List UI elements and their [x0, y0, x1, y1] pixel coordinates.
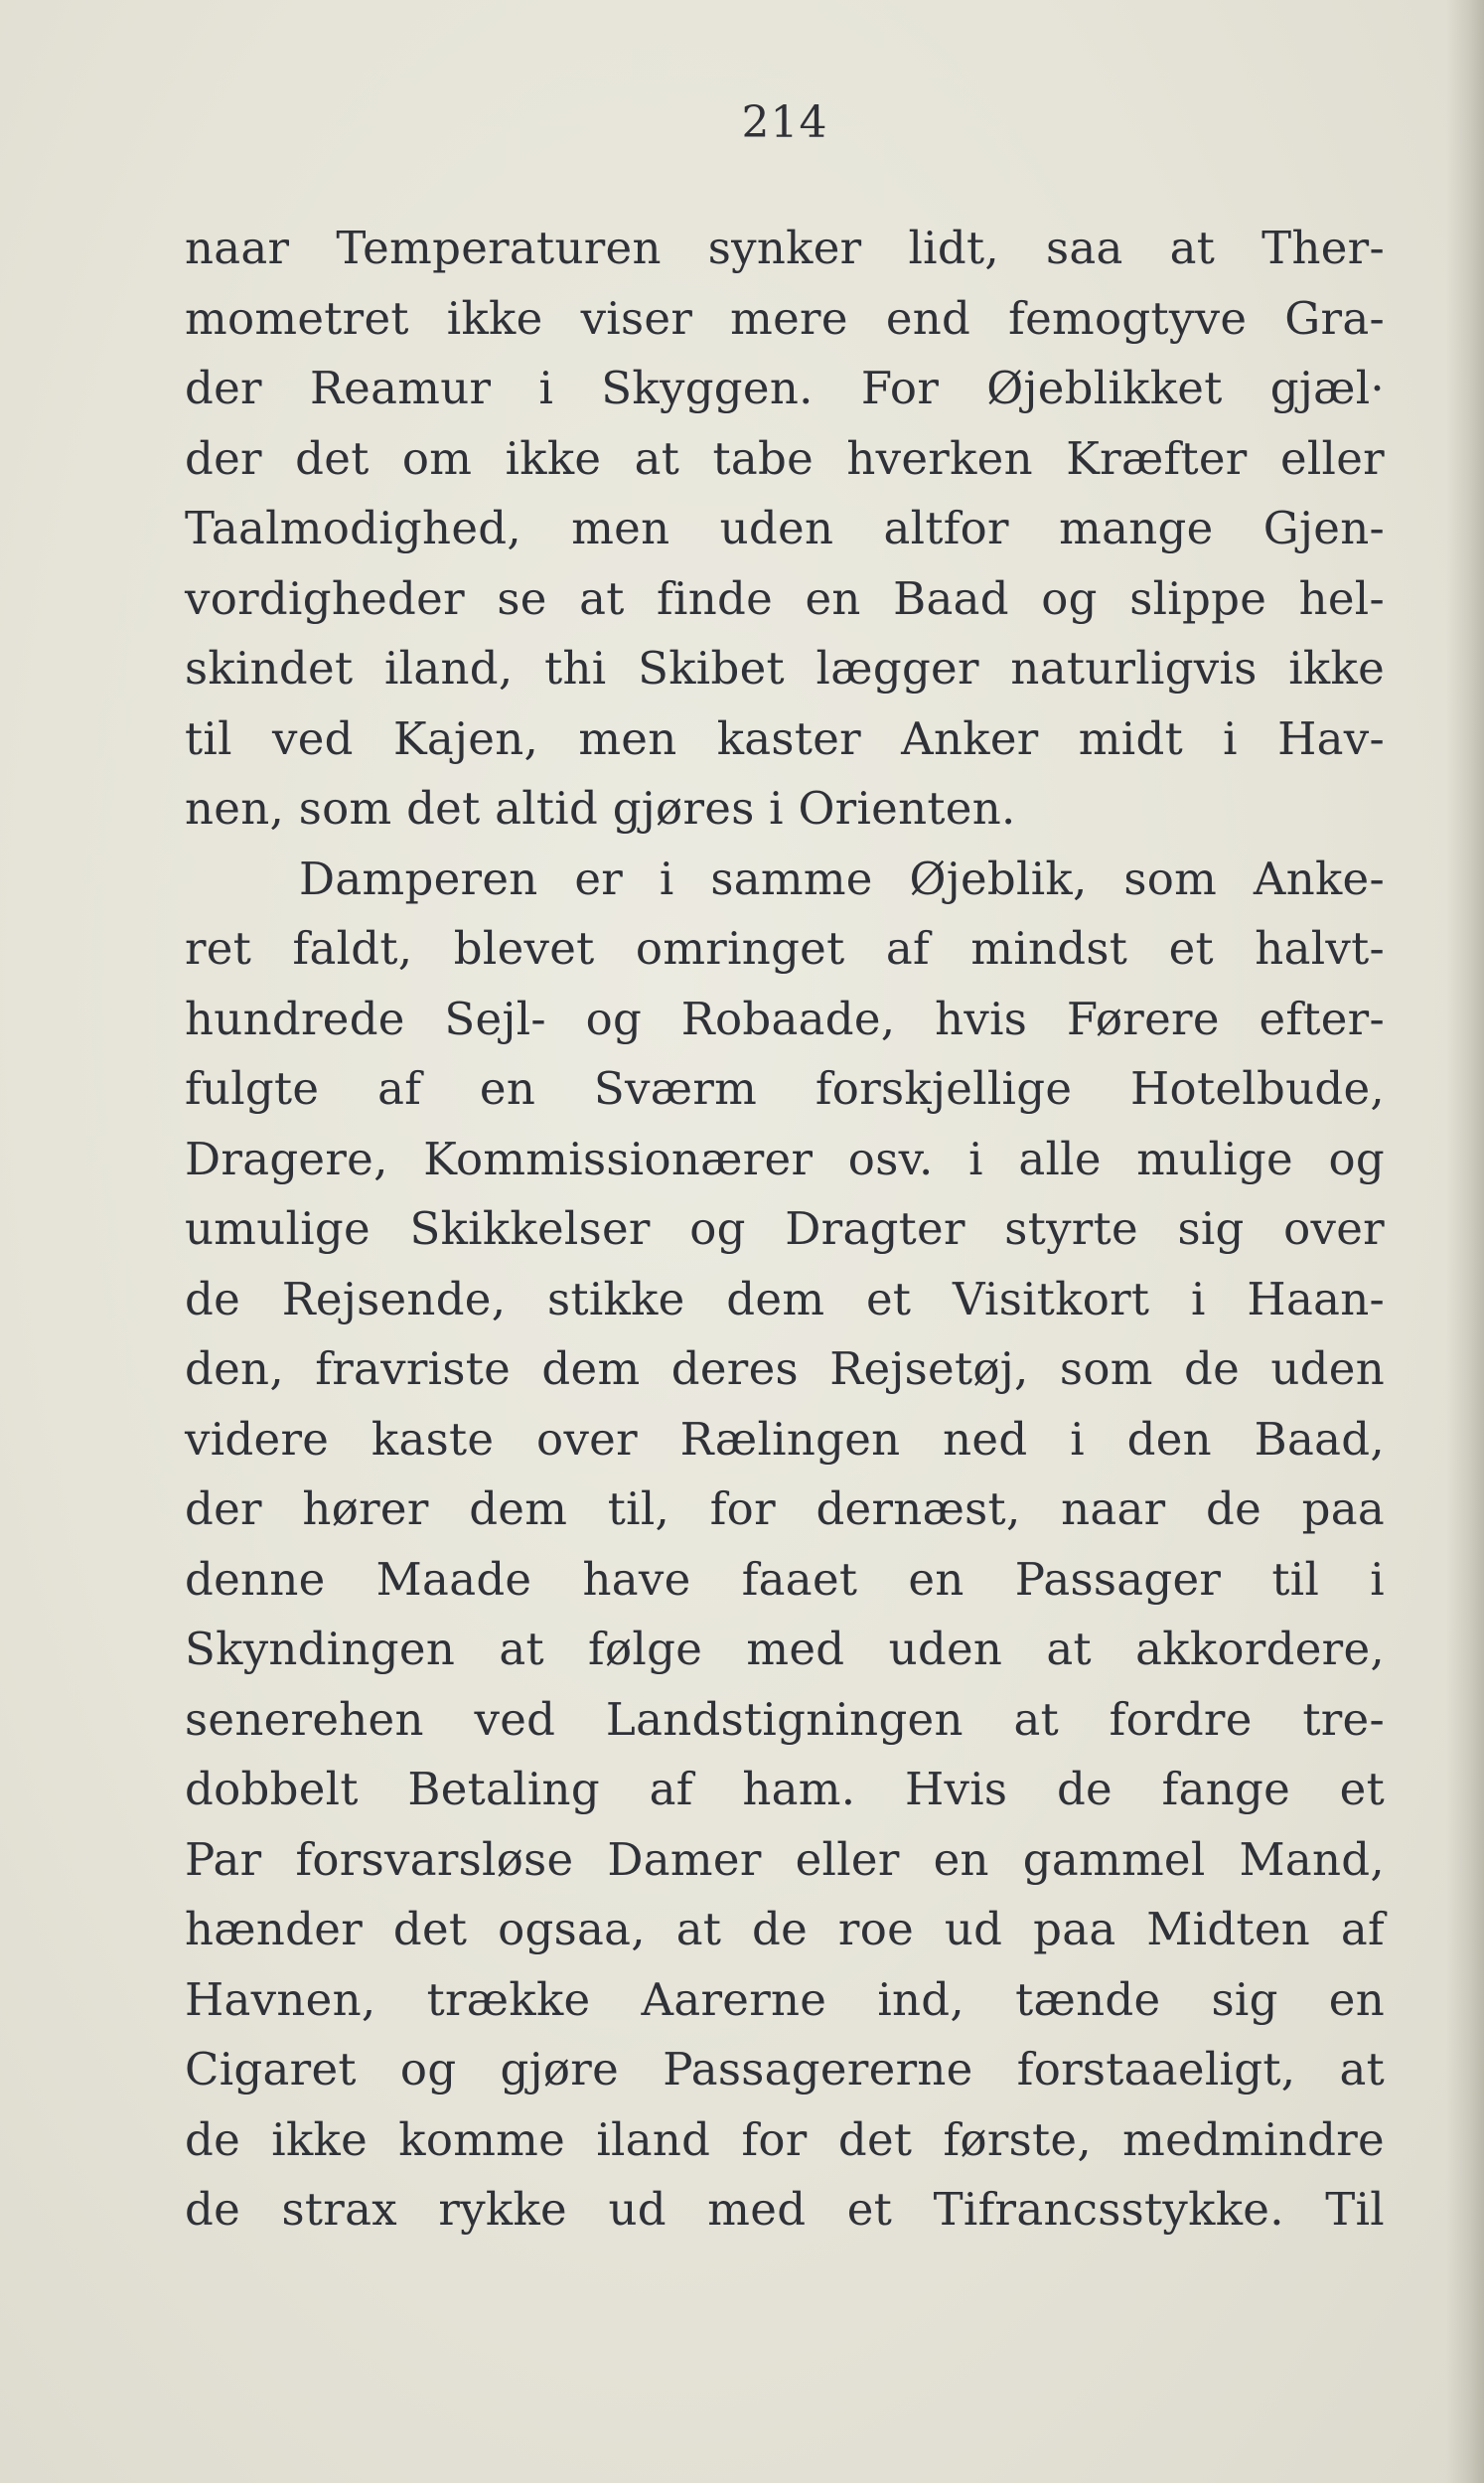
text-line: Skyndingen at følge med uden at akkordere, [185, 1623, 1385, 1675]
text-line: senerehen ved Landstigningen at fordre tre- [185, 1692, 1385, 1746]
text-line: den, fravriste dem deres Rejsetøj, som de uden [185, 1342, 1385, 1395]
text-line: de Rejsende, stikke dem et Visitkort i Haan- [185, 1272, 1385, 1325]
text-line: der hører dem til, for dernæst, naar de paa [185, 1482, 1385, 1535]
page-number: 214 [741, 97, 828, 148]
text-line: Damperen er i samme Øjeblik, som Anke- [299, 852, 1385, 905]
body-text [185, 214, 1385, 2246]
text-line: naar Temperaturen synker lidt, saa at Ther- [185, 222, 1385, 274]
text-line: der Reamur i Skyggen. For Øjeblikket gjæl· [185, 362, 1385, 414]
text-line: der det om ikke at tabe hverken Kræfter eller [185, 431, 1385, 485]
text-line: denne Maade have faaet en Passager til i [185, 1552, 1385, 1606]
text-line: Par forsvarsløse Damer eller en gammel Mand, [185, 1832, 1385, 1886]
text-line: fulgte af en Sværm forskjellige Hotelbude, [185, 1062, 1385, 1115]
text-line: dobbelt Betaling af ham. Hvis de fange et [185, 1763, 1385, 1815]
text-line: de strax rykke ud med et Tifrancsstykke. Til [185, 2183, 1385, 2236]
text-line: hænder det ogsaa, at de roe ud paa Midten af [185, 1903, 1385, 1955]
page-edge-shadow [1446, 0, 1484, 2483]
text-line: videre kaste over Rælingen ned i den Baad, [185, 1412, 1385, 1466]
text-line: Cigaret og gjøre Passagererne forstaaeligt, at [185, 2043, 1385, 2095]
text-line: Dragere, Kommissionærer osv. i alle mulige og [185, 1132, 1385, 1185]
text-line: skindet iland, thi Skibet lægger naturligvis ikke [185, 642, 1385, 695]
text-line: Havnen, trække Aarerne ind, tænde sig en [185, 1972, 1385, 2026]
text-line: ret faldt, blevet omringet af mindst et halvt- [185, 922, 1385, 975]
text-line: de ikke komme iland for det første, medmindre [185, 2112, 1385, 2166]
text-line: til ved Kajen, men kaster Anker midt i Hav- [185, 711, 1385, 765]
text-line: mometret ikke viser mere end femogtyve Gra- [185, 291, 1385, 345]
text-line: hundrede Sejl- og Robaade, hvis Førere efter- [185, 992, 1385, 1045]
text-line: nen, som det altid gjøres i Orienten. [185, 782, 1016, 835]
text-line: Taalmodighed, men uden altfor mange Gjen- [185, 502, 1385, 554]
text-line: umulige Skikkelser og Dragter styrte sig over [185, 1202, 1385, 1255]
text-line: vordigheder se at finde en Baad og slippe hel- [185, 571, 1385, 625]
